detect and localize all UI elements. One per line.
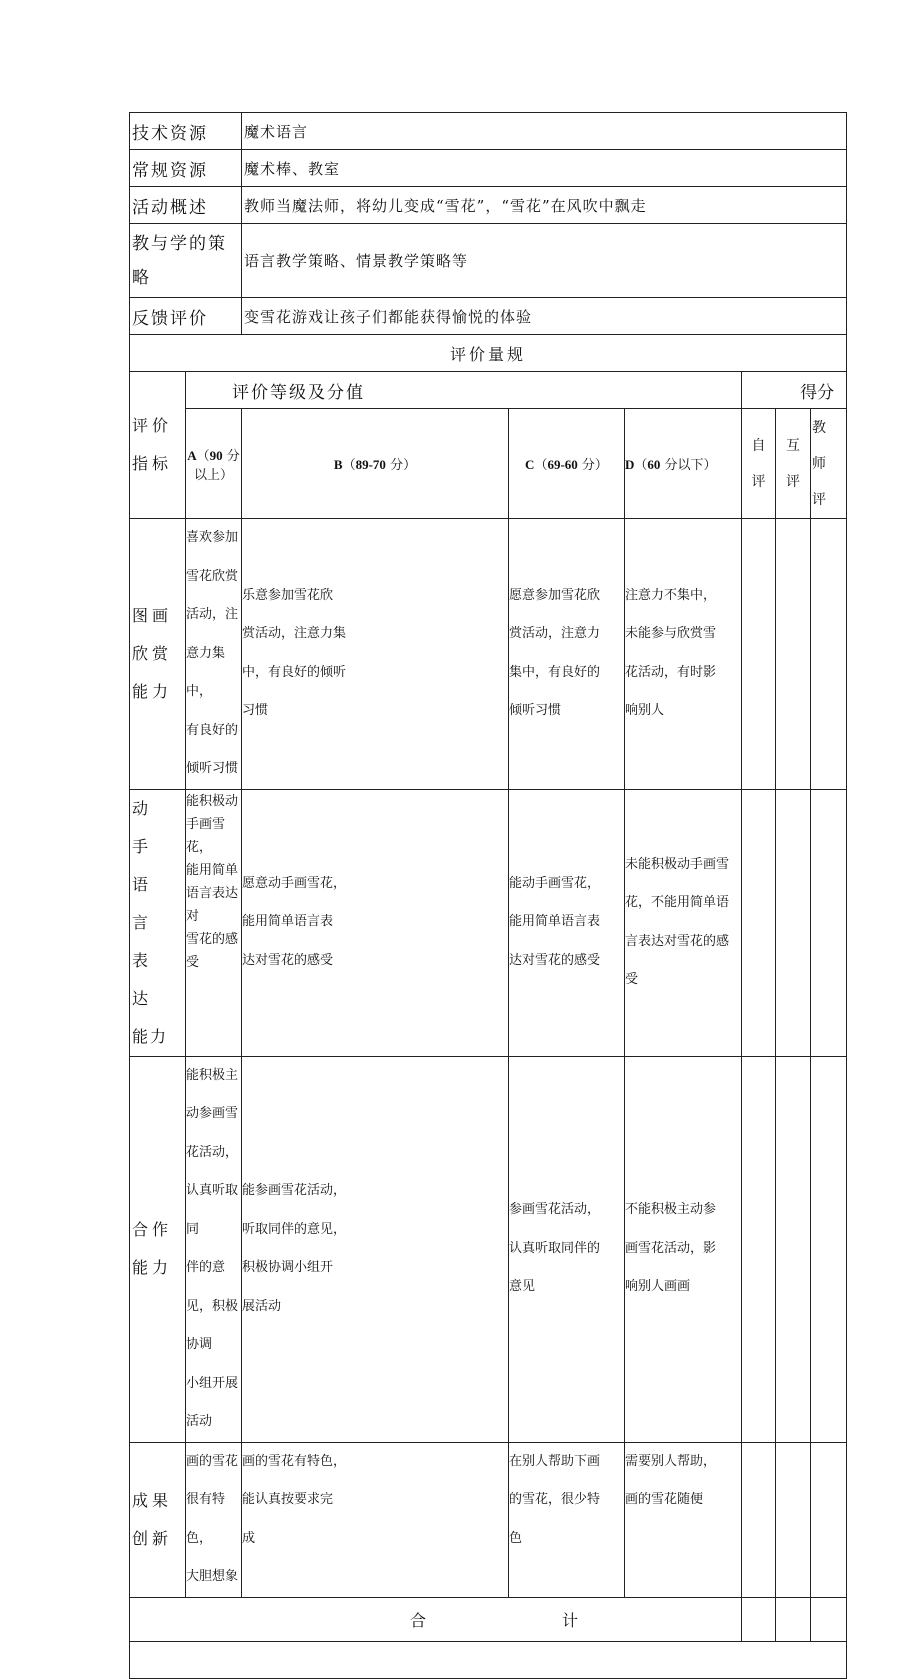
desc-line: 能参画雪花活动， [242, 1183, 347, 1198]
desc-line: 能积极动手画雪花， [186, 793, 239, 855]
peer-score-cell[interactable] [776, 789, 811, 1056]
rubric-subheader-row [130, 409, 847, 519]
desc-line: 达对雪花的感受 [509, 952, 601, 968]
grade-a-desc [186, 519, 242, 790]
criterion-line: 欣赏 [132, 643, 173, 663]
desc-line: 能动手画雪花， [509, 875, 601, 891]
grade-c-desc [509, 789, 625, 1056]
criterion-cell [130, 1056, 186, 1442]
total-label-right: 计 [561, 1610, 578, 1630]
info-row [130, 187, 847, 224]
desc-line: 能用简单语言表 [242, 914, 334, 930]
grade-letter: D [625, 457, 635, 472]
info-label: 活动概述 [130, 187, 242, 224]
criteria-header [130, 372, 186, 519]
grade-score: 69-60 [547, 457, 578, 472]
criterion-cell [130, 1442, 186, 1597]
desc-line: 愿意参加雪花欣 [509, 587, 601, 603]
teacher-eval-line: 师 [812, 455, 826, 472]
desc-line: 有良好的倾听习惯 [186, 722, 239, 776]
teacher-score-cell[interactable] [811, 519, 847, 790]
peer-score-cell[interactable] [776, 1056, 811, 1442]
desc-line: 画雪花活动，影 [625, 1240, 717, 1256]
teacher-eval-header [811, 409, 847, 519]
desc-line: 达对雪花的感受 [242, 952, 334, 968]
info-row [130, 150, 847, 187]
grade-paren-open: （ [534, 458, 548, 473]
desc-line: 大胆想象 [186, 1569, 239, 1584]
desc-line: 响别人 [625, 703, 665, 719]
grade-d-header [625, 409, 742, 519]
blank-cell [130, 1641, 847, 1678]
desc-line: 赏活动，注意力 [509, 626, 601, 642]
desc-line: 集中，有良好的 [509, 664, 601, 680]
info-row [130, 113, 847, 150]
rubric-title: 评价量规 [130, 335, 847, 372]
peer-eval-line: 评 [786, 473, 800, 490]
desc-line: 言表达对雪花的感 [625, 933, 730, 949]
grade-b-header [242, 409, 509, 519]
peer-eval-header [776, 409, 811, 519]
grade-c-header [509, 409, 625, 519]
grade-paren-open: （ [196, 448, 210, 464]
desc-line: 不能积极主动参 [625, 1202, 717, 1218]
grade-header: 评价等级及分值 [186, 372, 742, 409]
desc-line: 展活动 [242, 1298, 282, 1314]
info-value: 魔术棒、教室 [242, 150, 847, 187]
grade-c-desc [509, 519, 625, 790]
grade-c-desc [509, 1442, 625, 1597]
desc-line: 注意力不集中， [625, 587, 717, 603]
grade-score: 90 [209, 447, 223, 463]
info-row [130, 224, 847, 298]
lesson-plan-sheet [129, 112, 835, 1679]
criterion-line: 能力 [132, 681, 173, 701]
rubric-title-row [130, 335, 847, 372]
desc-line: 能用简单语言表 [509, 914, 601, 930]
grade-paren-close: 分） [577, 458, 608, 473]
desc-line: 听取同伴的意见， [242, 1221, 347, 1237]
teacher-score-cell[interactable] [811, 789, 847, 1056]
info-value: 魔术语言 [242, 113, 847, 150]
grade-paren-open: （ [342, 458, 356, 473]
score-header: 得分 [742, 372, 847, 409]
grade-c-desc [509, 1056, 625, 1442]
info-label-line: 教与学的策 [132, 233, 227, 254]
desc-line: 意见 [509, 1279, 536, 1295]
peer-total-cell[interactable] [776, 1597, 811, 1641]
info-label: 常规资源 [130, 150, 242, 187]
desc-line: 能积极主动参画雪 [186, 1067, 239, 1121]
desc-line: 未能积极动手画雪 [625, 856, 730, 872]
criterion-line: 动 手 [132, 798, 169, 856]
grade-paren-close: 分以下） [660, 458, 717, 473]
teacher-total-cell[interactable] [811, 1597, 847, 1641]
self-score-cell[interactable] [742, 1056, 776, 1442]
grade-paren-close: 分） [385, 458, 417, 473]
criteria-header-line: 评价 [132, 416, 173, 435]
rubric-header-row [130, 372, 847, 409]
grade-b-desc [242, 1056, 509, 1442]
desc-line: 积极协调小组开 [242, 1260, 334, 1275]
criterion-line: 创新 [132, 1528, 173, 1548]
grade-d-desc [625, 789, 742, 1056]
grade-paren-close: 分以上） [193, 448, 240, 483]
desc-line: 倾听习惯 [509, 703, 562, 719]
desc-line: 愿意动手画雪花， [242, 875, 347, 891]
grade-letter: B [333, 457, 343, 472]
grade-a-desc [186, 1056, 242, 1442]
desc-line: 能认真按要求完 [242, 1492, 334, 1507]
desc-line: 在别人帮助下画 [509, 1453, 601, 1469]
desc-line: 未能参与欣赏雪 [625, 626, 717, 642]
rubric-row [130, 519, 847, 790]
self-eval-header [742, 409, 776, 519]
grade-b-desc [242, 519, 509, 790]
info-label: 技术资源 [130, 113, 242, 150]
info-row [130, 298, 847, 335]
self-eval-line: 评 [751, 473, 766, 490]
self-score-cell[interactable] [742, 789, 776, 1056]
desc-line: 活动，注意力集中， [186, 607, 239, 699]
desc-line: 花活动，有时影 [625, 664, 717, 680]
info-value: 变雪花游戏让孩子们都能获得愉悦的体验 [242, 298, 847, 335]
teacher-eval-line: 评 [812, 491, 826, 508]
desc-line: 参画雪花活动， [509, 1202, 601, 1218]
blank-row [130, 1641, 847, 1678]
grade-d-desc [625, 1056, 742, 1442]
rubric-row [130, 1442, 847, 1597]
criterion-cell [130, 789, 186, 1056]
peer-eval-line: 互 [786, 437, 800, 454]
desc-line: 中，有良好的倾听 [242, 664, 347, 680]
desc-line: 花活动，认真听取同 [186, 1144, 239, 1237]
total-row [130, 1597, 847, 1641]
desc-line: 花，不能用简单语 [625, 895, 730, 910]
self-score-cell[interactable] [742, 519, 776, 790]
desc-line: 伴的意见，积极协调 [186, 1260, 239, 1352]
grade-score: 60 [647, 457, 661, 472]
grade-b-desc [242, 1442, 509, 1597]
desc-line: 需要别人帮助， [625, 1453, 717, 1469]
grade-d-desc [625, 1442, 742, 1597]
self-eval-line: 自 [751, 437, 766, 454]
criterion-line: 能力 [132, 1258, 173, 1277]
rubric-row [130, 789, 847, 1056]
desc-line: 画的雪花有特色， [242, 1453, 347, 1469]
desc-line: 乐意参加雪花欣 [242, 587, 334, 603]
self-score-cell[interactable] [742, 1442, 776, 1597]
info-value: 教师当魔法师，将幼儿变成“雪花”，“雪花”在风吹中飘走 [242, 187, 847, 224]
total-label [130, 1597, 742, 1641]
criteria-header-line: 指标 [132, 454, 173, 473]
teacher-score-cell[interactable] [811, 1442, 847, 1597]
criterion-line: 成果 [132, 1490, 173, 1510]
lesson-table [129, 112, 847, 1679]
desc-line: 习惯 [242, 703, 269, 719]
grade-paren-open: （ [634, 458, 648, 473]
desc-line: 认真听取同伴的 [509, 1240, 601, 1256]
criterion-line: 语 言 [132, 874, 169, 932]
teacher-eval-line: 教 [812, 419, 826, 436]
total-label-left: 合 [409, 1610, 426, 1630]
info-label: 反馈评价 [130, 298, 242, 335]
criterion-line: 图画 [132, 605, 173, 625]
criterion-line: 能力 [132, 1026, 169, 1046]
desc-line: 受 [625, 972, 639, 987]
desc-line: 赏活动，注意力集 [242, 626, 347, 642]
peer-score-cell[interactable] [776, 1442, 811, 1597]
grade-letter: C [525, 457, 535, 472]
peer-score-cell[interactable] [776, 519, 811, 790]
criterion-line: 合作 [132, 1220, 173, 1239]
criterion-cell [130, 519, 186, 790]
desc-line: 色 [509, 1530, 523, 1546]
info-value: 语言教学策略、情景教学策略等 [242, 224, 847, 298]
grade-a-desc [186, 1442, 242, 1597]
info-label [130, 224, 242, 298]
grade-score: 89-70 [355, 457, 386, 472]
desc-line: 雪花的感受 [186, 931, 239, 970]
grade-d-desc [625, 519, 742, 790]
desc-line: 小组开展活动 [186, 1375, 239, 1429]
desc-line: 能用简单语言表达对 [186, 862, 239, 924]
grade-letter: A [187, 447, 197, 463]
criterion-line: 表 达 [132, 950, 169, 1008]
grade-b-desc [242, 789, 509, 1056]
desc-line: 成 [242, 1530, 256, 1546]
desc-line: 画的雪花随便 [625, 1492, 704, 1507]
desc-line: 画的雪花很有特色， [186, 1453, 239, 1546]
info-label-line: 略 [132, 267, 151, 288]
self-total-cell[interactable] [742, 1597, 776, 1641]
desc-line: 喜欢参加雪花欣赏 [186, 530, 239, 584]
grade-a-header [186, 409, 242, 519]
desc-line: 的雪花，很少特 [509, 1492, 601, 1507]
desc-line: 响别人画画 [625, 1279, 691, 1295]
teacher-score-cell[interactable] [811, 1056, 847, 1442]
rubric-row [130, 1056, 847, 1442]
grade-a-desc [186, 789, 242, 1056]
